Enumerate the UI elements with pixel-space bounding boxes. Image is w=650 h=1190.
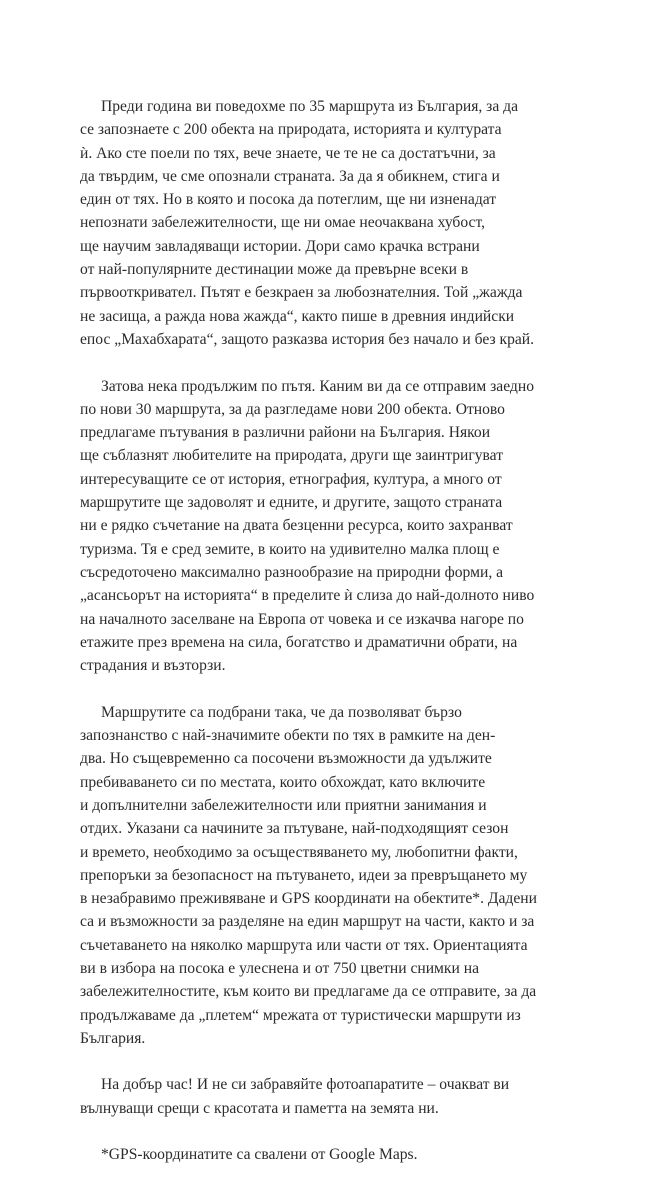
paragraph-intro [80, 95, 580, 351]
text-line: ще научим завладяващи истории. Дори само крачка встрани [80, 237, 480, 255]
text-line: в незабравимо преживяване и GPS координати на обектите*. Дадени [80, 890, 537, 908]
text-line: „асансьорът на историята“ в пределите ѝ слиза до най-долното ниво [80, 587, 535, 605]
text-line: по нови 30 маршрута, за да разгледаме нови 200 обекта. Отново [80, 400, 505, 418]
text-line: Затова нека продължим по пътя. Каним ви да се отправим заедно [101, 377, 534, 395]
paragraph-continue [80, 375, 580, 678]
text-line: Маршрутите са подбрани така, че да позволяват бързо [101, 703, 462, 721]
text-line: на началното заселване на Европа от човека и се изкачва нагоре по [80, 610, 524, 628]
text-line: епос „Махабхарата“, защото разказва история без начало и без край. [80, 330, 535, 348]
footnote [80, 1143, 580, 1166]
text-line: ѝ. Ако сте поели по тях, вече знаете, че те не са достатъчни, за [80, 144, 496, 162]
text-line: се запознаете с 200 обекта на природата, историята и културата [80, 121, 502, 139]
text-line: забележителностите, към които ви предлагаме да се отправите, за да [80, 983, 537, 1001]
text-line: от най-популярните дестинации може да превърне всеки в [80, 261, 469, 279]
text-line: ще съблазнят любителите на природата, други ще заинтригуват [80, 447, 504, 465]
text-line: вълнуващи срещи с красотата и паметта на земята ни. [80, 1099, 439, 1117]
text-line: страдания и възторзи. [80, 657, 226, 675]
text-line: етажите през времена на сила, богатство и драматични обрати, на [80, 633, 518, 651]
text-line: пребиваването си по местата, които обхождат, като включите [80, 773, 486, 791]
text-line: да твърдим, че сме опознали страната. За да я обикнем, стига и [80, 167, 500, 185]
text-line: На добър час! И не си забравяйте фотоапаратите – очакват ви [101, 1076, 510, 1094]
text-line: предлагаме пътувания в различни райони на България. Някои [80, 424, 491, 442]
paragraph-farewell [80, 1073, 580, 1120]
text-line: ви в избора на посока е улеснена и от 750 цветни снимки на [80, 959, 480, 977]
text-line: отдих. Указани са начините за пътуване, най-подходящият сезон [80, 820, 509, 838]
text-line: туризма. Тя е сред земите, в които на удивително малка площ е [80, 540, 500, 558]
text-line: непознати забележителности, ще ни омае неочаквана хубост, [80, 214, 486, 232]
text-line: съсредоточено максимално разнообразие на природни форми, а [80, 563, 504, 581]
text-line: съчетаването на няколко маршрута или части от тях. Ориентацията [80, 936, 528, 954]
text-line: не засища, а ражда нова жажда“, както пише в древния индийски [80, 307, 515, 325]
text-line: продължаваме да „плетем“ мрежата от туристически маршрути из [80, 1006, 521, 1024]
text-line: Преди година ви поведохме по 35 маршрута из България, за да [101, 98, 519, 115]
text-line: запознанство с най-значимите обекти по тях в рамките на ден- [80, 727, 496, 745]
text-line: България. [80, 1029, 146, 1047]
text-line: ни е рядко съчетание на двата безценни ресурса, които захранват [80, 517, 513, 535]
text-line: са и възможности за разделяне на един маршрут на части, както и за [80, 913, 535, 931]
footnote-line: *GPS-координатите са свалени от Google Maps. [101, 1146, 418, 1164]
text-line: препоръки за безопасност на пътуването, идеи за превръщането му [80, 866, 528, 884]
text-line: и времето, необходимо за осъществяването му, любопитни факти, [80, 843, 518, 861]
text-line: интересуващите се от история, етнография, култура, а много от [80, 470, 502, 488]
text-line: първооткривател. Пътят е безкраен за любознателния. Той „жажда [80, 284, 523, 302]
paragraph-routes [80, 701, 580, 1050]
text-line: един от тях. Но в която и посока да потеглим, ще ни изненадат [80, 191, 497, 209]
text-line: маршрутите ще задоволят и едните, и другите, защото страната [80, 494, 503, 512]
text-line: и допълнителни забележителности или приятни занимания и [80, 796, 487, 814]
text-line: два. Но същевременно са посочени възможности да удължите [80, 750, 492, 768]
document-page [80, 95, 580, 1190]
